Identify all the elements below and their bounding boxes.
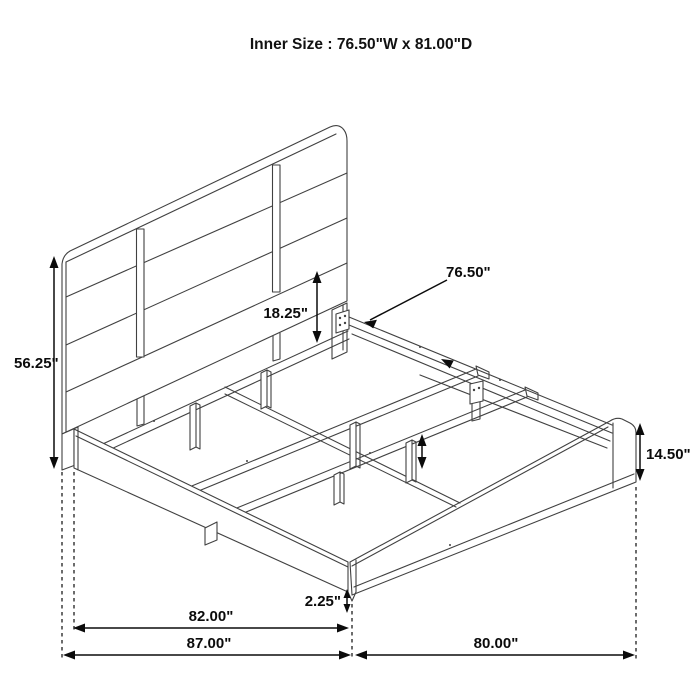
label-headboard-height: 56.25" [14,355,59,372]
dim-inner-width [363,280,453,368]
center-rail [225,387,460,507]
left-side-rail-panel [74,429,356,601]
label-overall-depth: 87.00" [186,635,232,652]
headboard-strut-left [137,229,145,357]
label-inner-depth: 82.00" [188,608,234,625]
label-inner-width: 76.50" [446,264,491,281]
dim-ground-clearance [344,589,351,613]
rail-bracket-headboard [336,310,349,333]
support-legs [190,370,416,505]
rail-bracket-middle [470,381,483,421]
label-overall-width: 80.00" [473,635,519,652]
label-footboard-height: 14.50" [646,446,691,463]
headboard-panel [62,126,347,470]
footboard-panel [350,418,636,595]
headboard-strut-right [273,165,281,292]
dim-footboard-height [636,423,645,481]
label-ground-clearance: 2.25" [304,593,341,610]
label-headboard-clearance: 18.25" [263,305,308,322]
diagram-title: Inner Size : 76.50"W x 81.00"D [249,36,473,53]
